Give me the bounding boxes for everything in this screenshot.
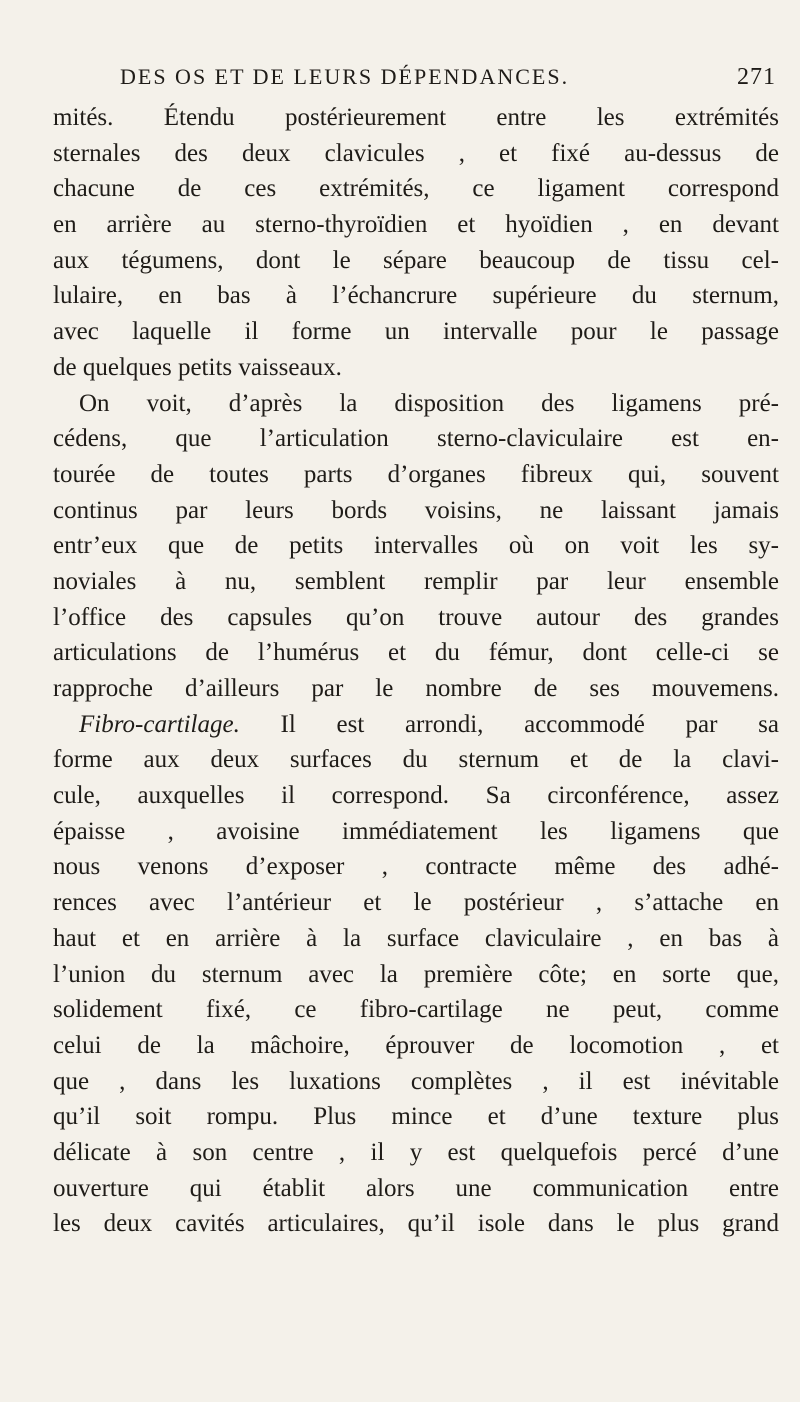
text-line: cule, auxquelles il correspond. Sa circonférence, assez: [53, 782, 779, 810]
text-line: les deux cavités articulaires, qu’il isole dans le plus grand: [53, 1210, 779, 1238]
text-line: de quelques petits vaisseaux.: [53, 353, 342, 381]
text-line: que , dans les luxations complètes , il est inévitable: [53, 1067, 779, 1095]
text-line: sternales des deux clavicules , et fixé au-dessus de: [53, 139, 779, 167]
text-line: en arrière au sterno-thyroïdien et hyoïdien , en devant: [53, 211, 779, 239]
text-line: tourée de toutes parts d’organes fibreux qui, souvent: [53, 460, 779, 488]
text-line: solidement fixé, ce fibro-cartilage ne peut, comme: [53, 996, 779, 1024]
text-line: rences avec l’antérieur et le postérieur , s’attache en: [53, 889, 779, 917]
text-line: haut et en arrière à la surface claviculaire , en bas à: [53, 924, 779, 952]
text-line: délicate à son centre , il y est quelquefois percé d’une: [53, 1138, 779, 1166]
body-text: [53, 100, 779, 1242]
paragraph-first-line: On voit, d’après la disposition des ligamens pré-: [79, 389, 779, 417]
text-line: l’office des capsules qu’on trouve autour des grandes: [53, 603, 779, 631]
text-line: avec laquelle il forme un intervalle pour le passage: [53, 318, 779, 346]
section-first-line: [53, 707, 779, 743]
text-line: l’union du sternum avec la première côte; en sorte que,: [53, 960, 779, 988]
text-line: chacune de ces extrémités, ce ligament correspond: [53, 175, 779, 203]
text-line: noviales à nu, semblent remplir par leur ensemble: [53, 567, 779, 595]
text-line: forme aux deux surfaces du sternum et de la clavi-: [53, 746, 779, 774]
running-head: [120, 62, 776, 92]
text-line: ouverture qui établit alors une communication entre: [53, 1174, 779, 1202]
text-line: rapproche d’ailleurs par le nombre de ses mouvemens.: [53, 675, 779, 702]
text-line: lulaire, en bas à l’échancrure supérieure du sternum,: [53, 282, 779, 310]
text-line: celui de la mâchoire, éprouver de locomotion , et: [53, 1031, 779, 1059]
text-line: articulations de l’humérus et du fémur, dont celle-ci se: [53, 639, 779, 667]
text-line: continus par leurs bords voisins, ne laissant jamais: [53, 496, 779, 524]
running-title: DES OS ET DE LEURS DÉPENDANCES.: [120, 64, 570, 89]
text-line: nous venons d’exposer , contracte même des adhé-: [53, 853, 779, 881]
text-line: qu’il soit rompu. Plus mince et d’une texture plus: [53, 1103, 779, 1131]
text-line: entr’eux que de petits intervalles où on voit les sy-: [53, 532, 779, 560]
section-title: Fibro-cartilage.: [79, 710, 240, 738]
text-line: mités. Étendu postérieurement entre les extrémités: [53, 104, 779, 131]
text-line: aux tégumens, dont le sépare beaucoup de tissu cel-: [53, 246, 779, 274]
text-line: cédens, que l’articulation sterno-claviculaire est en-: [53, 425, 779, 453]
page-number: 271: [737, 64, 776, 90]
text-line: épaisse , avoisine immédiatement les ligamens que: [53, 817, 779, 845]
section-first-line-text: Il est arrondi, accommodé par sa: [280, 710, 779, 738]
